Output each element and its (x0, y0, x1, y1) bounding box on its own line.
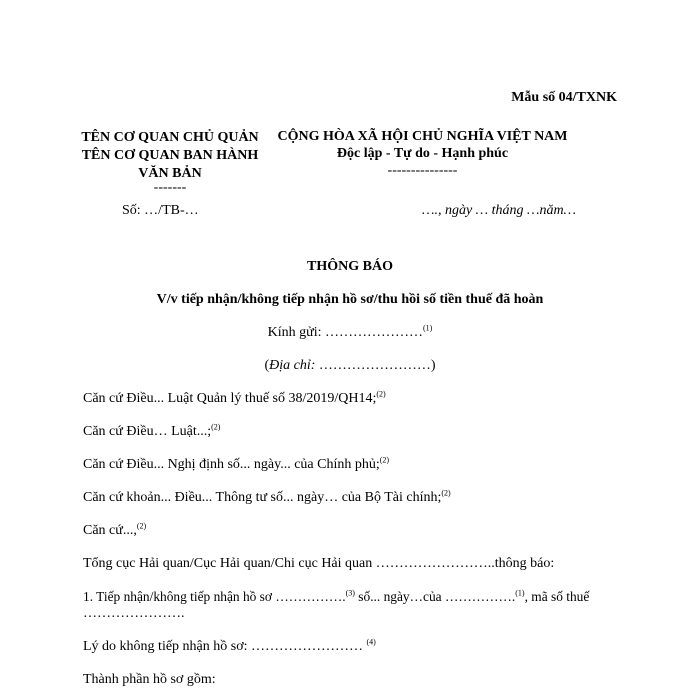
national-motto: Độc lập - Tự do - Hạnh phúc (336, 146, 509, 161)
components-line: Thành phần hồ sơ gồm: (83, 672, 216, 687)
footnote-ref: (2) (136, 521, 147, 531)
address-label: Địa chỉ: (269, 358, 319, 373)
legal-basis-item: Căn cứ khoản... Điều... Thông tư số... ngày… của Bộ Tài chính;$^{(2)}$ (83, 488, 451, 505)
footnote-ref: (1) (515, 588, 525, 598)
left-divider: ------- (153, 180, 187, 195)
footnote-ref: (2) (211, 422, 221, 432)
address-dots: ……………………) (318, 358, 436, 373)
document-number: Số: …/TB-… (122, 203, 199, 218)
item-1-line: 1. Tiếp nhận/không tiếp nhận hồ sơ …………….$^{(3)}$ số... ngày…của …………….$^{(1)}$, mã số thuế (83, 588, 590, 604)
legal-basis-item: Căn cứ Điều... Nghị định số... ngày... của Chính phủ;$^{(2)}$ (83, 455, 390, 472)
legal-basis-item: Căn cứ Điều... Luật Quản lý thuế số 38/2019/QH14;$^{(2)}$ (83, 389, 386, 406)
footnote-ref: (4) (366, 637, 376, 647)
footnote-ref: (2) (379, 455, 390, 465)
address-open: ( (264, 358, 270, 373)
rejection-reason-line: Lý do không tiếp nhận hồ sơ: …………………… $^{(4)}$ (83, 637, 376, 654)
document-subject: V/v tiếp nhận/không tiếp nhận hồ sơ/thu hồi số tiền thuế đã hoàn (156, 292, 544, 307)
footnote-ref: (2) (441, 488, 451, 498)
issuing-agency-name-cont: VĂN BẢN (138, 166, 202, 181)
legal-basis-item: Căn cứ Điều… Luật...;$^{(2)}$ (83, 422, 221, 439)
footnote-ref: (2) (376, 389, 386, 399)
country-name: CỘNG HÒA XÃ HỘI CHỦ NGHĨA VIỆT NAM (277, 129, 568, 144)
document-title: THÔNG BÁO (307, 259, 393, 274)
recipient-text: Kính gửi: ………………… (267, 325, 424, 340)
form-code: Mẫu số 04/TXNK (511, 90, 617, 105)
parent-agency-name: TÊN CƠ QUAN CHỦ QUẢN (81, 130, 259, 145)
right-divider: --------------- (387, 163, 458, 178)
issuing-agency-name: TÊN CƠ QUAN BAN HÀNH (81, 148, 259, 163)
recipient-line (0, 325, 700, 341)
footnote-ref: (1) (423, 323, 433, 333)
legal-basis-item: Căn cứ...,$^{(2)}$ (83, 521, 147, 538)
announcer-line: Tổng cục Hải quan/Cục Hải quan/Chi cục Hải quan ……………………..thông báo: (83, 556, 555, 571)
address-line (0, 358, 700, 374)
item-1-continuation: …………………. (83, 606, 185, 621)
document-date: …., ngày … tháng …năm… (422, 203, 577, 218)
issuing-agency-header (70, 129, 270, 183)
footnote-ref: (3) (345, 588, 355, 598)
